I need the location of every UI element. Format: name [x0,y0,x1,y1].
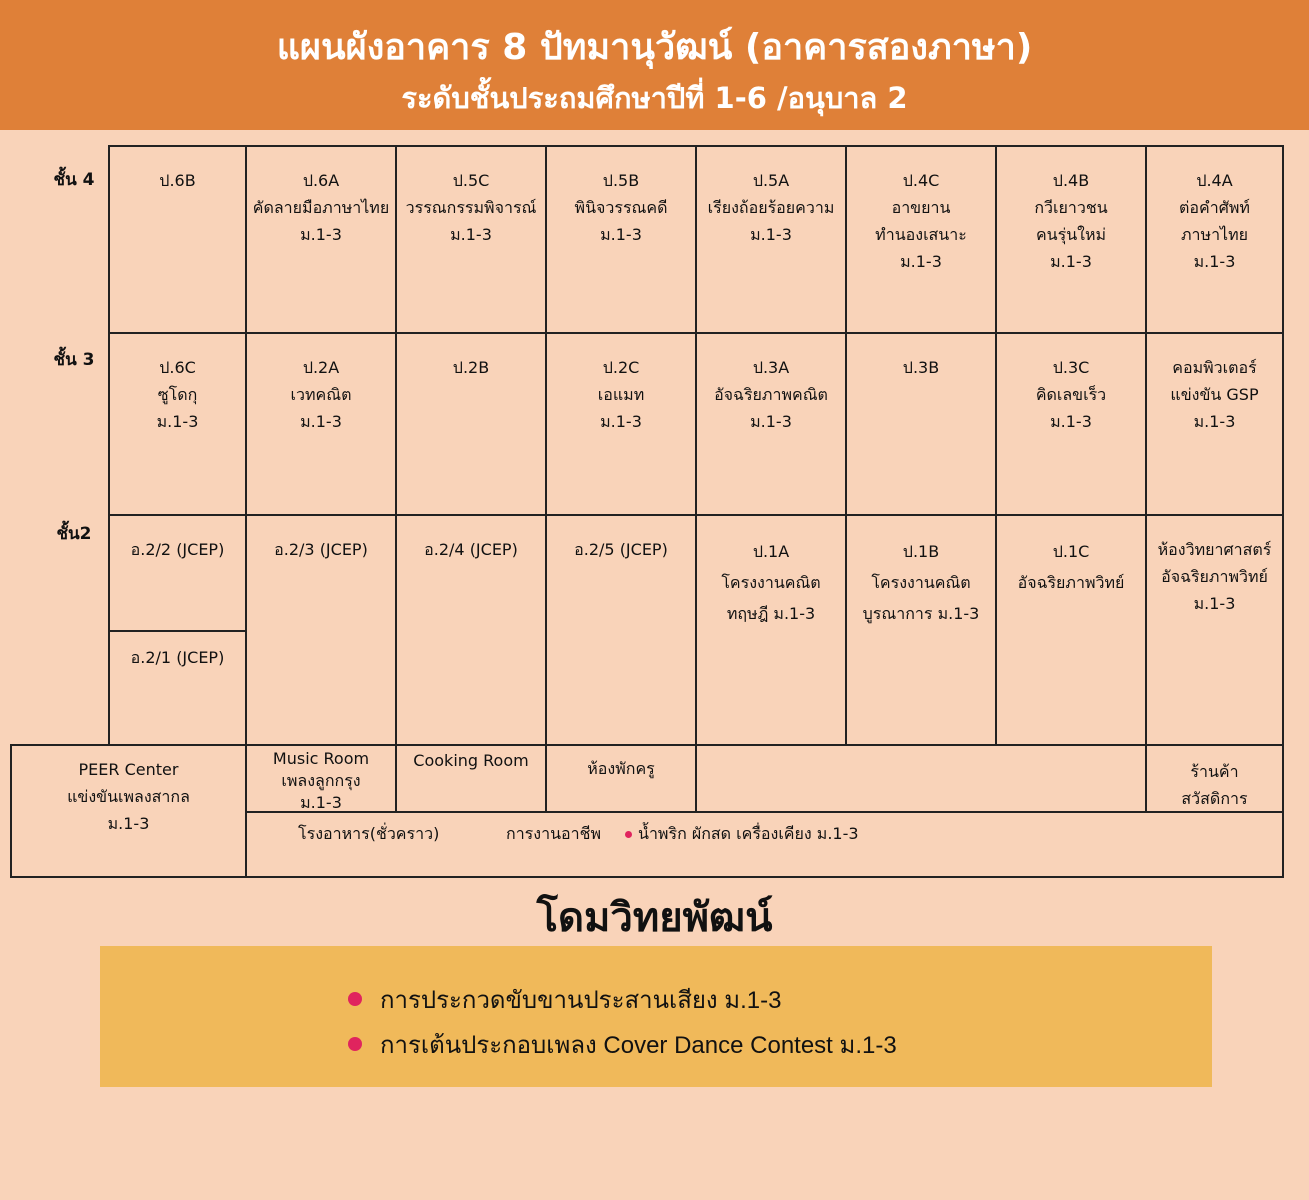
room-p3c [995,332,1147,516]
room-line: อาขยาน [891,198,951,217]
room-line: ป.2B [452,358,490,377]
room-line: ม.1-3 [156,412,199,431]
room-line: อ.2/3 (JCEP) [274,540,368,559]
room-line: ป.1C [1052,542,1090,561]
room-line: พินิจวรรณคดี [574,198,668,217]
room-p2c [545,332,697,516]
room-line: ม.1-3 [1193,412,1236,431]
room-line: ห้องพักครู [587,759,655,778]
room-line: ม.1-3 [1050,252,1092,271]
room-p5a [695,145,847,334]
room-line: คนรุ่นใหม่ [1035,225,1107,244]
room-p6a [245,145,397,334]
room-line: ม.1-3 [900,252,942,271]
room-line: ภาษาไทย [1180,225,1249,244]
room-line: บูรณาการ ม.1-3 [862,604,980,623]
room-line: ป.4A [1196,171,1233,190]
dome-event-text: การประกวดขับขานประสานเสียง ม.1-3 [380,987,782,1014]
room-line: ม.1-3 [750,412,792,431]
room-line: ม.1-3 [1050,412,1092,431]
room-p4a [1145,145,1284,334]
room-line: คอมพิวเตอร์ [1172,358,1257,377]
page-subtitle: ระดับชั้นประถมศึกษาปีที่ 1-6 /อนุบาล 2 [401,81,908,115]
bullet-icon [348,1037,362,1051]
room-line: ป.6B [159,171,196,190]
room-line: คิดเลขเร็ว [1035,385,1107,404]
room-line: ทำนองเสนาะ [875,225,967,244]
room-line: ซูโดกุ [157,385,198,404]
room-line: ม.1-3 [450,225,492,244]
floor-label-3: ชั้น 3 [53,350,95,370]
room-line: กวีเยาวชน [1034,198,1108,217]
room-a23 [245,514,397,746]
room-line: ม.1-3 [1193,594,1236,613]
room-line: อัจฉริยภาพคณิต [714,385,828,404]
room-line: ป.2A [302,358,340,377]
room-line: ต่อคำศัพท์ [1179,198,1250,217]
room-p1a [695,514,847,746]
room-line: อัจฉริยภาพวิทย์ [1161,567,1268,586]
room-line: เพลงลูกกรุง [281,771,361,790]
room-line: ป.3B [902,358,940,377]
room-music [245,744,397,813]
room-science [1145,514,1284,746]
room-a21 [108,630,247,746]
room-cooking [395,744,547,813]
room-a22 [108,514,247,632]
canteen-label: โรงอาหาร(ชั่วคราว) [298,824,440,843]
room-computer [1145,332,1284,516]
floor-label-4: ชั้น 4 [53,170,95,190]
bullet-icon [348,992,362,1006]
room-line: แข่งขันเพลงสากล [67,787,190,806]
room-line: อ.2/1 (JCEP) [130,648,225,667]
room-line: ป.4B [1052,171,1090,190]
career-label: การงานอาชีพ [506,824,601,843]
dome-events-box [100,946,1212,1087]
room-a25 [545,514,697,746]
room-line: ป.6A [302,171,340,190]
room-p1c [995,514,1147,746]
room-line: วรรณกรรมพิจารณ์ [405,198,537,217]
room-line: ป.3A [752,358,790,377]
room-p3b [845,332,997,516]
room-line: อ.2/2 (JCEP) [130,540,225,559]
room-line: ป.5C [452,171,490,190]
room-p5b [545,145,697,334]
dome-event-item [348,980,781,1019]
room-line: ม.1-3 [750,225,792,244]
room-shop [1145,744,1284,813]
room-line: อ.2/5 (JCEP) [574,540,668,559]
room-p1b [845,514,997,746]
room-line: อัจฉริยภาพวิทย์ [1017,573,1125,592]
room-line: ร้านค้า [1190,762,1239,781]
room-teacher [545,744,697,813]
room-peer-center [10,744,247,878]
floor-label-2: ชั้น2 [56,524,92,544]
room-a24 [395,514,547,746]
room-line: เรียงถ้อยร้อยความ [707,198,835,217]
dome-event-item [348,1025,897,1064]
room-line: เอแมท [597,385,645,404]
room-line: ป.1B [902,542,940,561]
room-line: ห้องวิทยาศาสตร์ [1157,540,1272,559]
room-p6b [108,145,247,334]
room-p4c [845,145,997,334]
room-line: โครงงานคณิต [871,573,971,592]
room-line: Music Room [272,749,370,768]
room-line: คัดลายมือภาษาไทย [252,198,390,217]
room-line: ป.1A [752,542,790,561]
room-p4b [995,145,1147,334]
room-line: อ.2/4 (JCEP) [424,540,518,559]
room-line: สวัสดิการ [1181,789,1248,808]
room-p5c [395,145,547,334]
room-p3a [695,332,847,516]
room-line: ป.3C [1052,358,1090,377]
room-line: ม.1-3 [300,225,342,244]
room-line: ป.5B [602,171,640,190]
room-line: ม.1-3 [300,412,342,431]
room-line: ม.1-3 [107,814,150,833]
bullet-icon [625,831,632,838]
room-p2a [245,332,397,516]
room-line: แข่งขัน GSP [1170,385,1259,404]
room-line: ป.2C [602,358,640,377]
room-line: ป.4C [902,171,940,190]
room-line: Cooking Room [413,751,529,770]
open-area [695,744,1147,813]
room-line: โครงงานคณิต [721,573,821,592]
page-title: แผนผังอาคาร 8 ปัทมานุวัฒน์ (อาคารสองภาษา) [276,27,1033,68]
dome-event-text: การเต้นประกอบเพลง Cover Dance Contest ม.1-3 [380,1032,897,1059]
room-line: ป.5A [752,171,790,190]
room-p2b [395,332,547,516]
room-line: ม.1-3 [600,412,642,431]
room-line: ม.1-3 [600,225,642,244]
career-event: น้ำพริก ผักสด เครื่องเคียง ม.1-3 [638,824,859,843]
room-line: ม.1-3 [300,793,342,812]
room-line: ทฤษฎี ม.1-3 [726,604,816,623]
room-p6c [108,332,247,516]
room-line: PEER Center [78,760,179,779]
header-banner [0,0,1309,130]
dome-title: โดมวิทยพัฒน์ [536,895,773,941]
room-line: ม.1-3 [1193,252,1236,271]
room-line: ป.6C [159,358,196,377]
room-line: เวทคณิต [290,385,352,404]
